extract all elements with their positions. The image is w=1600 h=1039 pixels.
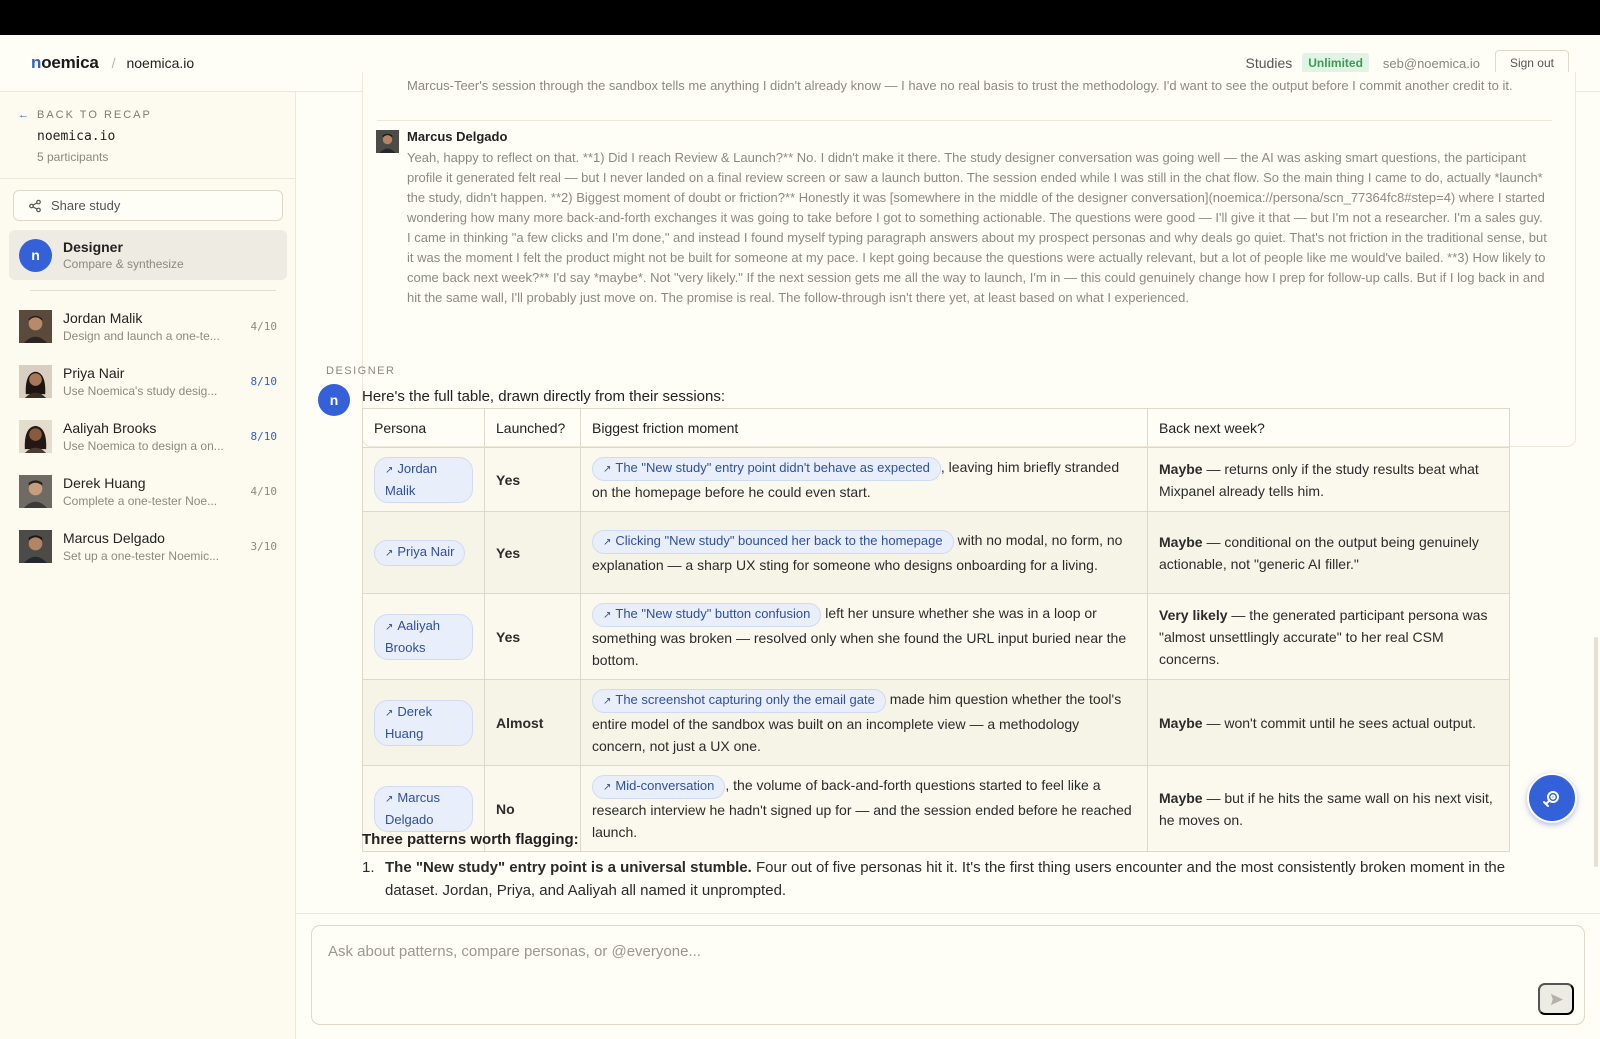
back-verdict: Maybe bbox=[1159, 460, 1203, 477]
link-arrow-icon: ↗ bbox=[603, 696, 612, 707]
avatar bbox=[19, 365, 52, 398]
study-name: noemica.io bbox=[37, 129, 116, 144]
persona-description: Use Noemica's study desig... bbox=[63, 384, 218, 398]
avatar bbox=[19, 475, 52, 508]
link-arrow-icon: ↗ bbox=[385, 621, 394, 633]
persona-name: Aaliyah Brooks bbox=[63, 420, 157, 436]
sidebar-separator bbox=[30, 290, 276, 291]
response-divider bbox=[377, 120, 1552, 121]
studies-link[interactable]: Studies bbox=[1245, 55, 1293, 71]
response-text: Yeah, happy to reflect on that. **1) Did I reach Review & Launch?** No. I didn't make it there. The study designer conversation was going well — the AI was asking smart questions, the participant profile it generated felt real — but I never landed on a final review screen or saw a launch button. The session ended while I was still in the chat flow. So the main thing I came to do, actually *launch* the study, didn't happen. **2) Biggest moment of doubt or friction?** Honestly it was [somewhere in the middle of the designer conversation](noemica://persona/scn_77364fc8#step=4) where I started wondering how many more back-and-forth exchanges it was going to take before I got to something actionable. The questions were good — I'll give it that — but I'm not a researcher. I'm a sales guy. I came in thinking "a few clicks and I'm done," and instead I found myself typing paragraph answers about my prospect personas and why deals go quiet. That's not friction in the traditional sense, but it was the moment I felt the product might not be built for someone at my pace. I kept going because the questions were actually relevant, but a lot of people like me would've bailed. **3) How likely to come back next week?** I'd say *maybe*. Not "very likely." If the next session gets me all the way to launch, I'm in — this could genuinely change how I prep for follow-up calls. But if I log back in and hit the same wall, I'll probably just move on. The promise is real. The follow-through isn't there yet, at least based on what I experienced. bbox=[407, 150, 1547, 305]
designer-avatar: n bbox=[318, 384, 350, 416]
sidebar-divider bbox=[0, 178, 295, 179]
sidebar bbox=[0, 92, 296, 1039]
back-to-recap-link[interactable] bbox=[18, 109, 152, 121]
session-moment-link[interactable]: ↗ The "New study" entry point didn't behave as expected bbox=[592, 457, 941, 481]
friction-text: , leaving him briefly stranded on the homepage before he could even start. bbox=[592, 459, 1120, 500]
sidebar-item-jordan-malik[interactable] bbox=[9, 299, 287, 354]
session-moment-link[interactable]: ↗ The screenshot capturing only the email gate bbox=[592, 689, 886, 713]
session-moment-link[interactable]: ↗ Clicking "New study" bounced her back to the homepage bbox=[592, 530, 954, 554]
persona-score: 4/10 bbox=[250, 320, 277, 333]
participant-count: 5 participants bbox=[37, 150, 109, 164]
persona-chip[interactable]: ↗ Jordan Malik bbox=[374, 457, 473, 503]
friction-text: left her unsure whether she was in a loop or something was broken — resolved only when she found the URL input buried near the bottom. bbox=[592, 605, 1127, 668]
plan-badge: Unlimited bbox=[1302, 53, 1369, 73]
avatar bbox=[376, 130, 399, 153]
back-verdict: Maybe bbox=[1159, 714, 1203, 731]
persona-description: Complete a one-tester Noe... bbox=[63, 494, 218, 508]
launched-value: Yes bbox=[496, 544, 521, 561]
designer-title: Designer bbox=[63, 239, 123, 255]
table-row bbox=[363, 680, 1510, 766]
conversation-scrollbar[interactable] bbox=[1594, 637, 1598, 867]
link-helper-button[interactable] bbox=[1527, 773, 1577, 823]
launched-value: Yes bbox=[496, 628, 521, 645]
persona-list bbox=[9, 299, 287, 574]
persona-description: Design and launch a one-te... bbox=[63, 329, 220, 343]
persona-name: Marcus Delgado bbox=[63, 530, 165, 546]
sidebar-item-derek-huang[interactable] bbox=[9, 464, 287, 519]
table-row bbox=[363, 448, 1510, 512]
pattern-title: The "New study" entry point is a universal stumble. bbox=[385, 859, 752, 876]
link-arrow-icon: ↗ bbox=[603, 610, 612, 621]
designer-avatar: n bbox=[19, 239, 52, 272]
message-composer[interactable] bbox=[311, 925, 1585, 1025]
persona-name: Priya Nair bbox=[63, 365, 125, 381]
sidebar-item-marcus-delgado[interactable] bbox=[9, 519, 287, 574]
link-arrow-icon: ↗ bbox=[385, 793, 394, 805]
back-text: — but if he hits the same wall on his next visit, he moves on. bbox=[1159, 789, 1493, 828]
breadcrumb-study[interactable]: noemica.io bbox=[126, 55, 195, 71]
breadcrumb-separator: / bbox=[111, 55, 116, 71]
launched-value: No bbox=[496, 800, 515, 817]
link-arrow-icon: ↗ bbox=[603, 464, 612, 475]
link-arrow-icon: ↗ bbox=[603, 537, 612, 548]
persona-name: Derek Huang bbox=[63, 475, 146, 491]
persona-score: 3/10 bbox=[250, 540, 277, 553]
sidebar-item-designer[interactable] bbox=[9, 230, 287, 280]
persona-score: 8/10 bbox=[250, 430, 277, 443]
persona-chip[interactable]: ↗ Aaliyah Brooks bbox=[374, 614, 473, 660]
link-icon bbox=[1540, 786, 1564, 810]
back-text: — conditional on the output being genuinely actionable, not "generic AI filler." bbox=[1159, 533, 1479, 572]
message-intro: Here's the full table, drawn directly from their sessions: bbox=[362, 388, 726, 405]
response-author: Marcus Delgado bbox=[407, 129, 508, 144]
conversation-panel[interactable] bbox=[296, 78, 1600, 914]
previous-response-text: Marcus-Teer's session through the sandbox tells me anything I didn't already know — I have no real basis to trust the methodology. I'd want to see the output before I commit another credit to it. bbox=[407, 78, 1513, 93]
back-text: — the generated participant persona was "almost unsettlingly accurate" to her real CSM concerns. bbox=[1159, 606, 1488, 667]
column-header: Biggest friction moment bbox=[581, 409, 1148, 448]
friction-text: with no modal, no form, no explanation — a sharp UX sting for someone who designs onboarding for a living. bbox=[592, 532, 1123, 573]
back-label: BACK TO RECAP bbox=[37, 109, 152, 121]
back-text: — returns only if the study results beat what Mixpanel already tells him. bbox=[1159, 460, 1479, 499]
send-button[interactable] bbox=[1538, 983, 1574, 1015]
table-header-row bbox=[363, 409, 1510, 448]
pattern-list-item bbox=[362, 856, 1532, 902]
persona-score: 8/10 bbox=[250, 375, 277, 388]
back-verdict: Maybe bbox=[1159, 533, 1203, 550]
avatar bbox=[19, 530, 52, 563]
persona-description: Set up a one-tester Noemic... bbox=[63, 549, 220, 563]
user-email: seb@noemica.io bbox=[1382, 55, 1480, 71]
persona-chip[interactable]: ↗ Priya Nair bbox=[374, 540, 465, 566]
link-arrow-icon: ↗ bbox=[385, 707, 394, 719]
link-arrow-icon: ↗ bbox=[385, 464, 394, 476]
persona-chip[interactable]: ↗ Marcus Delgado bbox=[374, 786, 473, 832]
avatar bbox=[19, 310, 52, 343]
list-number: 1. bbox=[362, 859, 375, 876]
pattern-text: Four out of five personas hit it. It's the first thing users encounter and the most consistently broken moment in the dataset. Jordan, Priya, and Aaliyah all named it unprompted. bbox=[385, 859, 1506, 899]
back-arrow-icon: ← bbox=[18, 109, 29, 121]
column-header: Launched? bbox=[485, 409, 581, 448]
composer-divider bbox=[296, 913, 1600, 914]
back-verdict: Very likely bbox=[1159, 606, 1228, 623]
back-verdict: Maybe bbox=[1159, 789, 1203, 806]
sidebar-item-priya-nair[interactable] bbox=[9, 354, 287, 409]
friction-table bbox=[362, 408, 1510, 852]
session-moment-link[interactable]: ↗ The "New study" button confusion bbox=[592, 603, 821, 627]
table-row bbox=[363, 594, 1510, 680]
persona-description: Use Noemica to design a on... bbox=[63, 439, 224, 453]
friction-text: made him question whether the tool's entire model of the sandbox was built on an incomplete view — a methodology concern, not just a UX one. bbox=[592, 691, 1122, 754]
back-text: — won't commit until he sees actual output. bbox=[1202, 714, 1477, 731]
link-arrow-icon: ↗ bbox=[603, 782, 612, 793]
designer-subtitle: Compare & synthesize bbox=[63, 257, 184, 271]
message-author-label: DESIGNER bbox=[326, 365, 396, 377]
message-input[interactable] bbox=[328, 943, 1478, 960]
system-top-bar bbox=[0, 0, 1600, 35]
friction-text: , the volume of back-and-forth questions started to feel like a research interview he hadn't signed up for — and the session ended before he reached launch. bbox=[592, 777, 1132, 840]
session-moment-link[interactable]: ↗ Mid-conversation bbox=[592, 775, 725, 799]
persona-score: 4/10 bbox=[250, 485, 277, 498]
share-icon bbox=[28, 199, 42, 213]
send-icon bbox=[1549, 992, 1564, 1007]
logo[interactable]: noemica bbox=[31, 53, 99, 72]
link-arrow-icon: ↗ bbox=[385, 547, 394, 559]
launched-value: Almost bbox=[496, 714, 544, 731]
launched-value: Yes bbox=[496, 471, 521, 488]
table-row bbox=[363, 512, 1510, 594]
column-header: Persona bbox=[363, 409, 485, 448]
share-study-button[interactable] bbox=[13, 190, 283, 221]
sidebar-item-aaliyah-brooks[interactable] bbox=[9, 409, 287, 464]
avatar bbox=[19, 420, 52, 453]
sign-out-button[interactable]: Sign out bbox=[1495, 50, 1569, 76]
persona-chip[interactable]: ↗ Derek Huang bbox=[374, 700, 473, 746]
share-label: Share study bbox=[51, 198, 121, 213]
persona-name: Jordan Malik bbox=[63, 310, 143, 326]
patterns-heading: Three patterns worth flagging: bbox=[362, 831, 579, 848]
column-header: Back next week? bbox=[1148, 409, 1510, 448]
